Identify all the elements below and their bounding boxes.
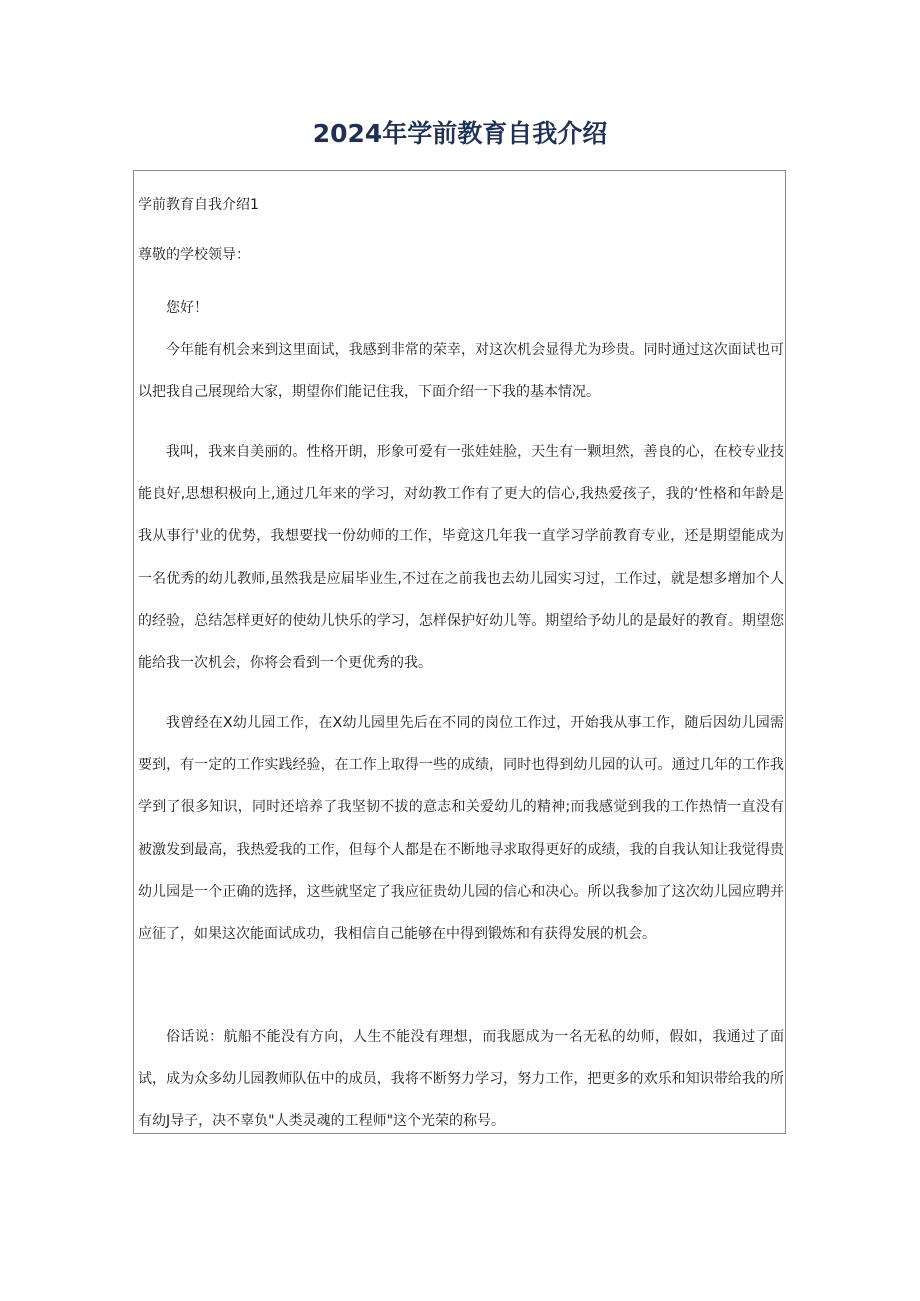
content-box: [133, 170, 786, 1134]
paragraph-1: 今年能有机会来到这里面试，我感到非常的荣幸，对这次机会显得尤为珍贵。同时通过这次面试也可以把我自己展现给大家，期望你们能记住我，下面介绍一下我的基本情况。: [138, 342, 784, 401]
section-heading: 学前教育自我介绍1: [138, 197, 259, 213]
greeting: 您好！: [166, 300, 208, 316]
salutation: 尊敬的学校领导：: [138, 247, 250, 263]
document-title: 2024年学前教育自我介绍: [312, 119, 608, 148]
paragraph-4: 俗话说：航船不能没有方向，人生不能没有理想，而我愿成为一名无私的幼师，假如，我通过了面试，成为众多幼儿园教师队伍中的成员，我将不断努力学习，努力工作，把更多的欢乐和知识带给我的所有幼J导子，决不辜负"人类灵魂的工程师"这个光荣的称号。: [138, 1029, 784, 1130]
paragraph-3: 我曾经在X幼儿园工作，在X幼儿园里先后在不同的岗位工作过，开始我从事工作，随后因幼儿园需要到，有一定的工作实践经验，在工作上取得一些的成绩，同时也得到幼儿园的认可。通过几年的工作我学到了很多知识，同时还培养了我坚韧不拔的意志和关爱幼儿的精神;而我感觉到我的工作热情一直没有被激发到最高，我热爱我的工作，但每个人都是在不断地寻求取得更好的成绩，我的自我认知让我觉得贵幼儿园是一个正确的选择，这些就坚定了我应征贵幼儿园的信心和决心。所以我参加了这次幼儿园应聘并应征了，如果这次能面试成功，我相信自己能够在中得到锻炼和有获得发展的机会。: [138, 715, 784, 943]
paragraph-2: 我叫，我来自美丽的。性格开朗，形象可爱有一张娃娃脸，天生有一颗坦然，善良的心，在校专业技能良好,思想积极向上,通过几年来的学习，对幼教工作有了更大的信心,我热爱孩子，我的‘性格和年龄是我从事行'业的优势，我想要找一份幼师的工作，毕竟这几年我一直学习学前教育专业，还是期望能成为一名优秀的幼儿教师,虽然我是应届毕业生,不过在之前我也去幼儿园实习过，工作过，就是想多增加个人的经验，总结怎样更好的使幼儿快乐的学习，怎样保护好幼儿等。期望给予幼儿的是最好的教育。期望您能给我一次机会，你将会看到一个更优秀的我。: [138, 444, 784, 672]
